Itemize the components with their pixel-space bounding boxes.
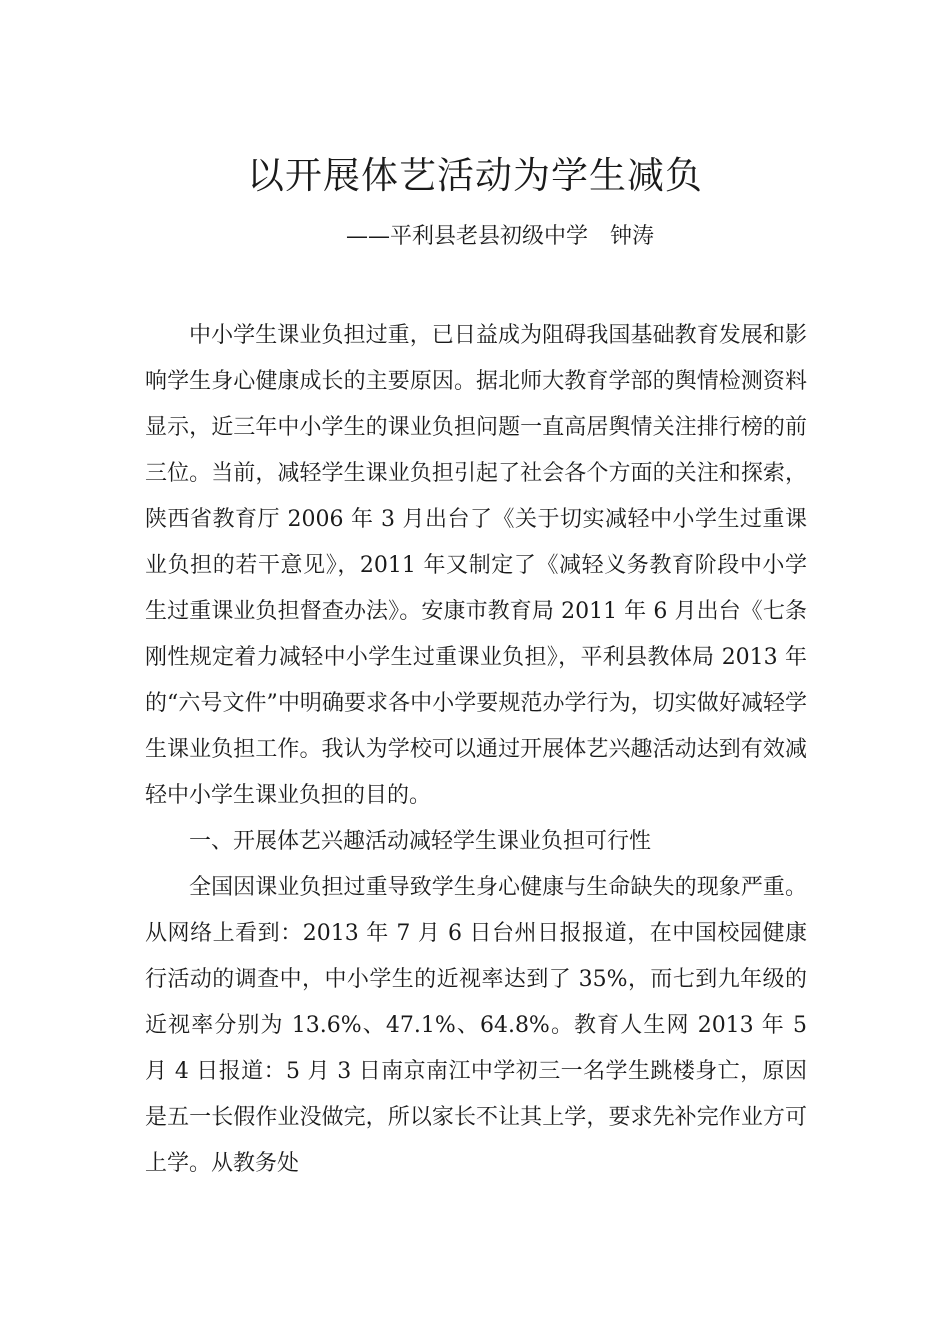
body-paragraph: 全国因课业负担过重导致学生身心健康与生命缺失的现象严重。从网络上看到：2013 年 7 月 6 日台州日报报道，在中国校园健康行活动的调查中，中小学生的近视率达到了 35%，而七到九年级的近视率分别为 13.6%、47.1%、64.8%。教育人生网 2013 年 5 月 4 日报道：5 月 3 日南京南江中学初三一名学生跳楼身亡，原因是五一长假作业没做完，所以家长不让其上学，要求先补完作业方可上学。从教务处 xyxy=(145,875,807,1176)
section-heading: 一、开展体艺兴趣活动减轻学生课业负担可行性 xyxy=(189,829,652,854)
author-byline: ——平利县老县初级中学 钟涛 xyxy=(346,224,655,249)
document-title: 以开展体艺活动为学生减负 xyxy=(247,154,703,197)
document-body xyxy=(145,313,807,1187)
intro-paragraph: 中小学生课业负担过重，已日益成为阻碍我国基础教育发展和影响学生身心健康成长的主要原因。据北师大教育学部的舆情检测资料显示，近三年中小学生的课业负担问题一直高居舆情关注排行榜的前三位。当前，减轻学生课业负担引起了社会各个方面的关注和探索，陕西省教育厅 2006 年 3 月出台了《关于切实减轻中小学生过重课业负担的若干意见》，2011 年又制定了《减轻义务教育阶段中小学生过重课业负担督查办法》。安康市教育局 2011 年 6 月出台《七条刚性规定着力减轻中小学生过重课业负担》，平利县教体局 2013 年的“六号文件”中明确要求各中小学要规范办学行为，切实做好减轻学生课业负担工作。我认为学校可以通过开展体艺兴趣活动达到有效减轻中小学生课业负担的目的。 xyxy=(145,323,807,808)
